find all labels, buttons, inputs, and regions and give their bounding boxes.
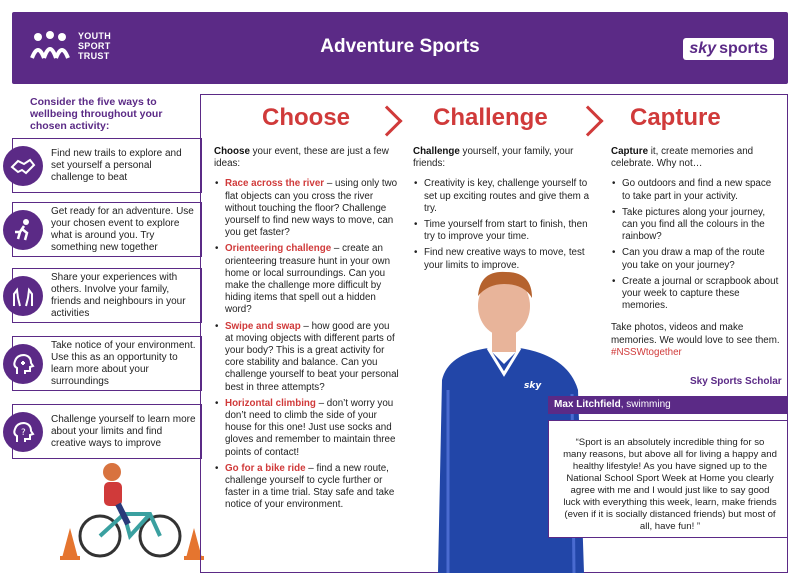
list-item: • Go outdoors and find a new space to take part in your activity.	[611, 178, 781, 202]
list-item: • Swipe and swap – how good are you at moving objects with different parts of your body? This is a great activity for core stability and balance. Can you challenge yourself to beat your personal best in three attempts?	[214, 321, 400, 394]
wellbeing-item: Take notice of your environment. Use this as an opportunity to learn more about your surroundings	[12, 336, 202, 391]
list-item: • Orienteering challenge – create an orienteering treasure hunt in your own home or local surroundings. Can you make the challenge more difficult by hiding items that spell out a hidden word?	[214, 243, 400, 316]
page-title: Adventure Sports	[320, 36, 480, 57]
capture-outro: Take photos, videos and make memories. We would love to see them. #NSSWtogether	[611, 322, 780, 358]
svg-text:?: ?	[21, 427, 26, 438]
list-item: • Can you draw a map of the route you take on your journey?	[611, 247, 781, 271]
list-item: • Race across the river – using only two flat objects can you cross the river without touching the floor? Challenge yourself to find new ways to move, can you get faster?	[214, 178, 400, 239]
sky-sports-logo: sky sports	[683, 38, 774, 60]
wellbeing-item: Find new trails to explore and set yourself a personal challenge to beat	[12, 138, 202, 193]
svg-text:sky: sky	[524, 381, 542, 391]
list-item: • Take pictures along your journey, can you find all the colours in the rainbow?	[611, 207, 781, 244]
runner-icon	[3, 210, 43, 250]
handshake-icon	[3, 146, 43, 186]
steps-header	[200, 100, 788, 140]
chevron-right-icon	[371, 105, 402, 136]
scholar-label: Sky Sports Scholar	[690, 376, 782, 387]
capture-intro: Capture it, create memories and celebrate. Why not…	[611, 146, 754, 170]
hands-icon	[3, 276, 43, 316]
chevron-right-icon	[572, 105, 603, 136]
list-item: • Time yourself from start to finish, then try to improve your time.	[413, 219, 593, 243]
wellbeing-item: ? Challenge yourself to learn more about your limits and find creative ways to improve	[12, 404, 202, 459]
step-choose-heading: Choose	[262, 104, 351, 131]
challenge-intro: Challenge yourself, your family, your friends:	[413, 146, 574, 170]
list-item: • Find new creative ways to move, test your limits to improve.	[413, 247, 593, 271]
choose-list	[214, 178, 400, 511]
head-question-icon	[3, 412, 43, 452]
step-capture-heading: Capture	[630, 104, 721, 131]
capture-list	[611, 178, 781, 312]
list-item: • Creativity is key, challenge yourself to set up exciting routes and give them a try.	[413, 178, 593, 215]
step-challenge-heading: Challenge	[433, 104, 548, 131]
list-item: • Create a journal or scrapbook about your week to capture these memories.	[611, 276, 781, 313]
wellbeing-item: Get ready for an adventure. Use your chosen event to explore what is around you. Try something new together	[12, 202, 202, 257]
choose-column	[214, 146, 400, 516]
hashtag: #NSSWtogether	[611, 346, 682, 358]
challenge-list	[413, 178, 593, 271]
wellbeing-heading: Consider the five ways to wellbeing throughout your chosen activity:	[30, 96, 163, 132]
wellbeing-item: Share your experiences with others. Involve your family, friends and neighbours in your activities	[12, 268, 202, 323]
cyclist-illustration	[58, 458, 208, 568]
logo-text: YOUTH SPORT TRUST	[78, 31, 111, 61]
challenge-column	[413, 146, 593, 276]
head-sparkle-icon	[3, 344, 43, 384]
choose-intro: Choose your event, these are just a few ideas:	[214, 146, 389, 170]
list-item: • Go for a bike ride – find a new route, challenge yourself to cycle further or faster in a time trial. Stay safe and take notice of your environment.	[214, 463, 400, 512]
scholar-name-bar: Max Litchfield, swimming	[548, 396, 788, 414]
scholar-quote: “Sport is an absolutely incredible thing for so many reasons, but above all for living a happy and healthy lifestyle! As you have signed up to the National School Sport Week at Home you clearly agree with me and I would just like to say good luck with everything this week, learn, make friends (even if it is socially distanced friends) but most of all, have fun! ”	[548, 420, 788, 538]
list-item: • Horizontal climbing – don’t worry you don’t need to climb the side of your house for this one! Just use socks and gloves and remember to maintain three points of contact!	[214, 398, 400, 459]
capture-column	[611, 146, 781, 359]
